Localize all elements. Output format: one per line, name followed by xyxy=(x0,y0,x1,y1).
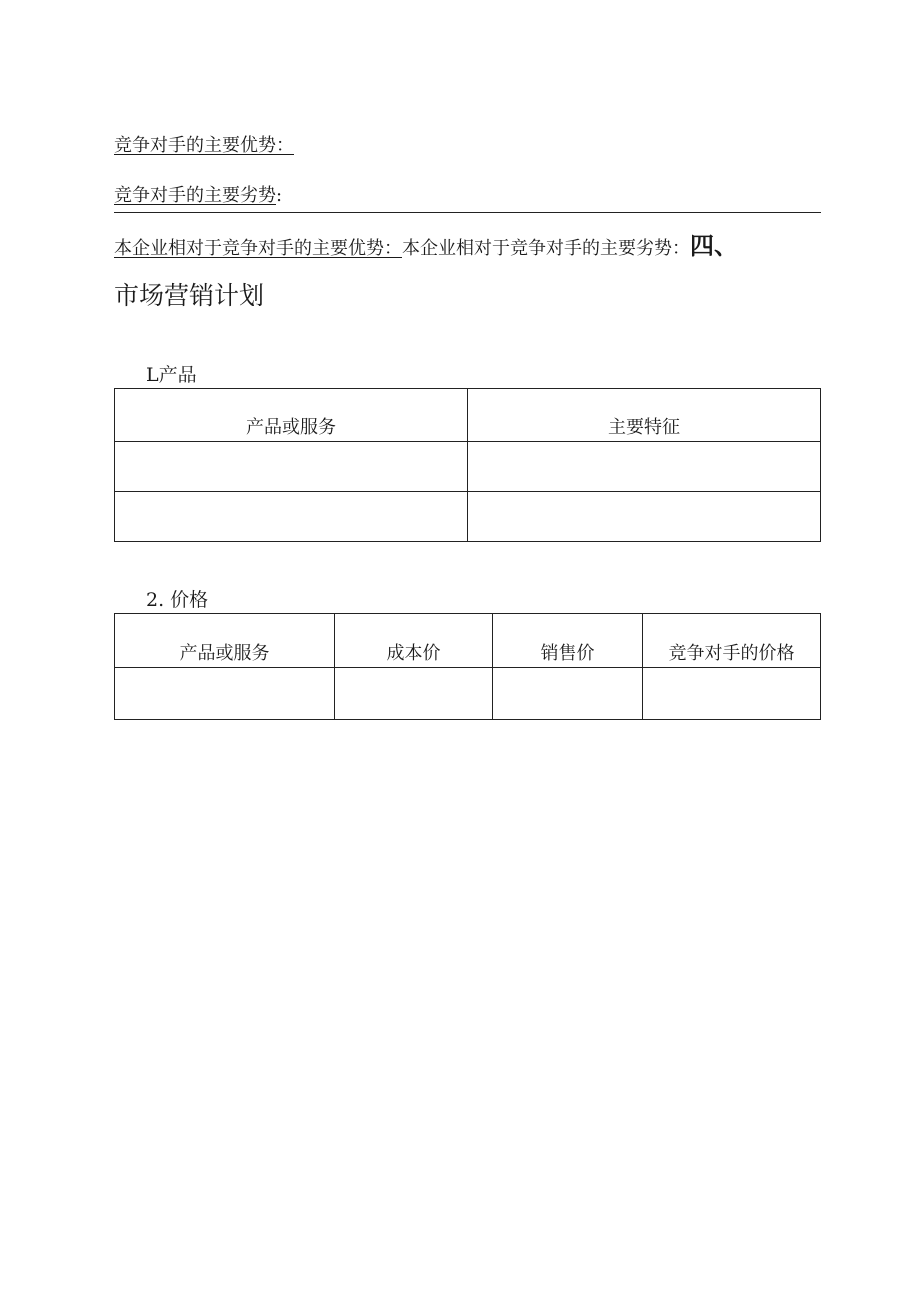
table-row xyxy=(115,492,821,542)
column-header: 竞争对手的价格 xyxy=(643,614,821,668)
own-weaknesses-label: 本企业相对于竞争对手的主要劣势： xyxy=(402,238,690,259)
competitor-strengths-label: 竞争对手的主要优势： xyxy=(114,135,294,156)
competitor-strengths-line xyxy=(114,134,294,158)
table-cell[interactable] xyxy=(468,442,821,492)
own-advantages-line xyxy=(114,234,738,261)
table-cell[interactable] xyxy=(115,492,468,542)
price-table xyxy=(114,613,821,720)
column-header: 成本价 xyxy=(335,614,493,668)
competitor-weaknesses-colon: : xyxy=(276,185,283,206)
section-heading: 市场营销计划 xyxy=(114,281,265,310)
column-header: 销售价 xyxy=(493,614,643,668)
table-row xyxy=(115,668,821,720)
table-header-row xyxy=(115,614,821,668)
product-table xyxy=(114,388,821,542)
column-header: 主要特征 xyxy=(468,389,821,442)
section-number: 四、 xyxy=(690,232,738,260)
table-cell[interactable] xyxy=(468,492,821,542)
table-cell[interactable] xyxy=(115,442,468,492)
column-header: 产品或服务 xyxy=(115,389,468,442)
product-subsection-title: L产品 xyxy=(146,364,197,386)
table-cell[interactable] xyxy=(493,668,643,720)
competitor-weaknesses-line xyxy=(114,184,282,208)
own-strengths-label: 本企业相对于竞争对手的主要优势： xyxy=(114,238,402,259)
table-cell[interactable] xyxy=(335,668,493,720)
table-cell[interactable] xyxy=(115,668,335,720)
column-header: 产品或服务 xyxy=(115,614,335,668)
table-row xyxy=(115,442,821,492)
price-subsection-title: 2. 价格 xyxy=(146,589,209,611)
divider-rule xyxy=(114,212,821,213)
competitor-weaknesses-label: 竞争对手的主要劣势 xyxy=(114,185,276,206)
table-cell[interactable] xyxy=(643,668,821,720)
table-header-row xyxy=(115,389,821,442)
